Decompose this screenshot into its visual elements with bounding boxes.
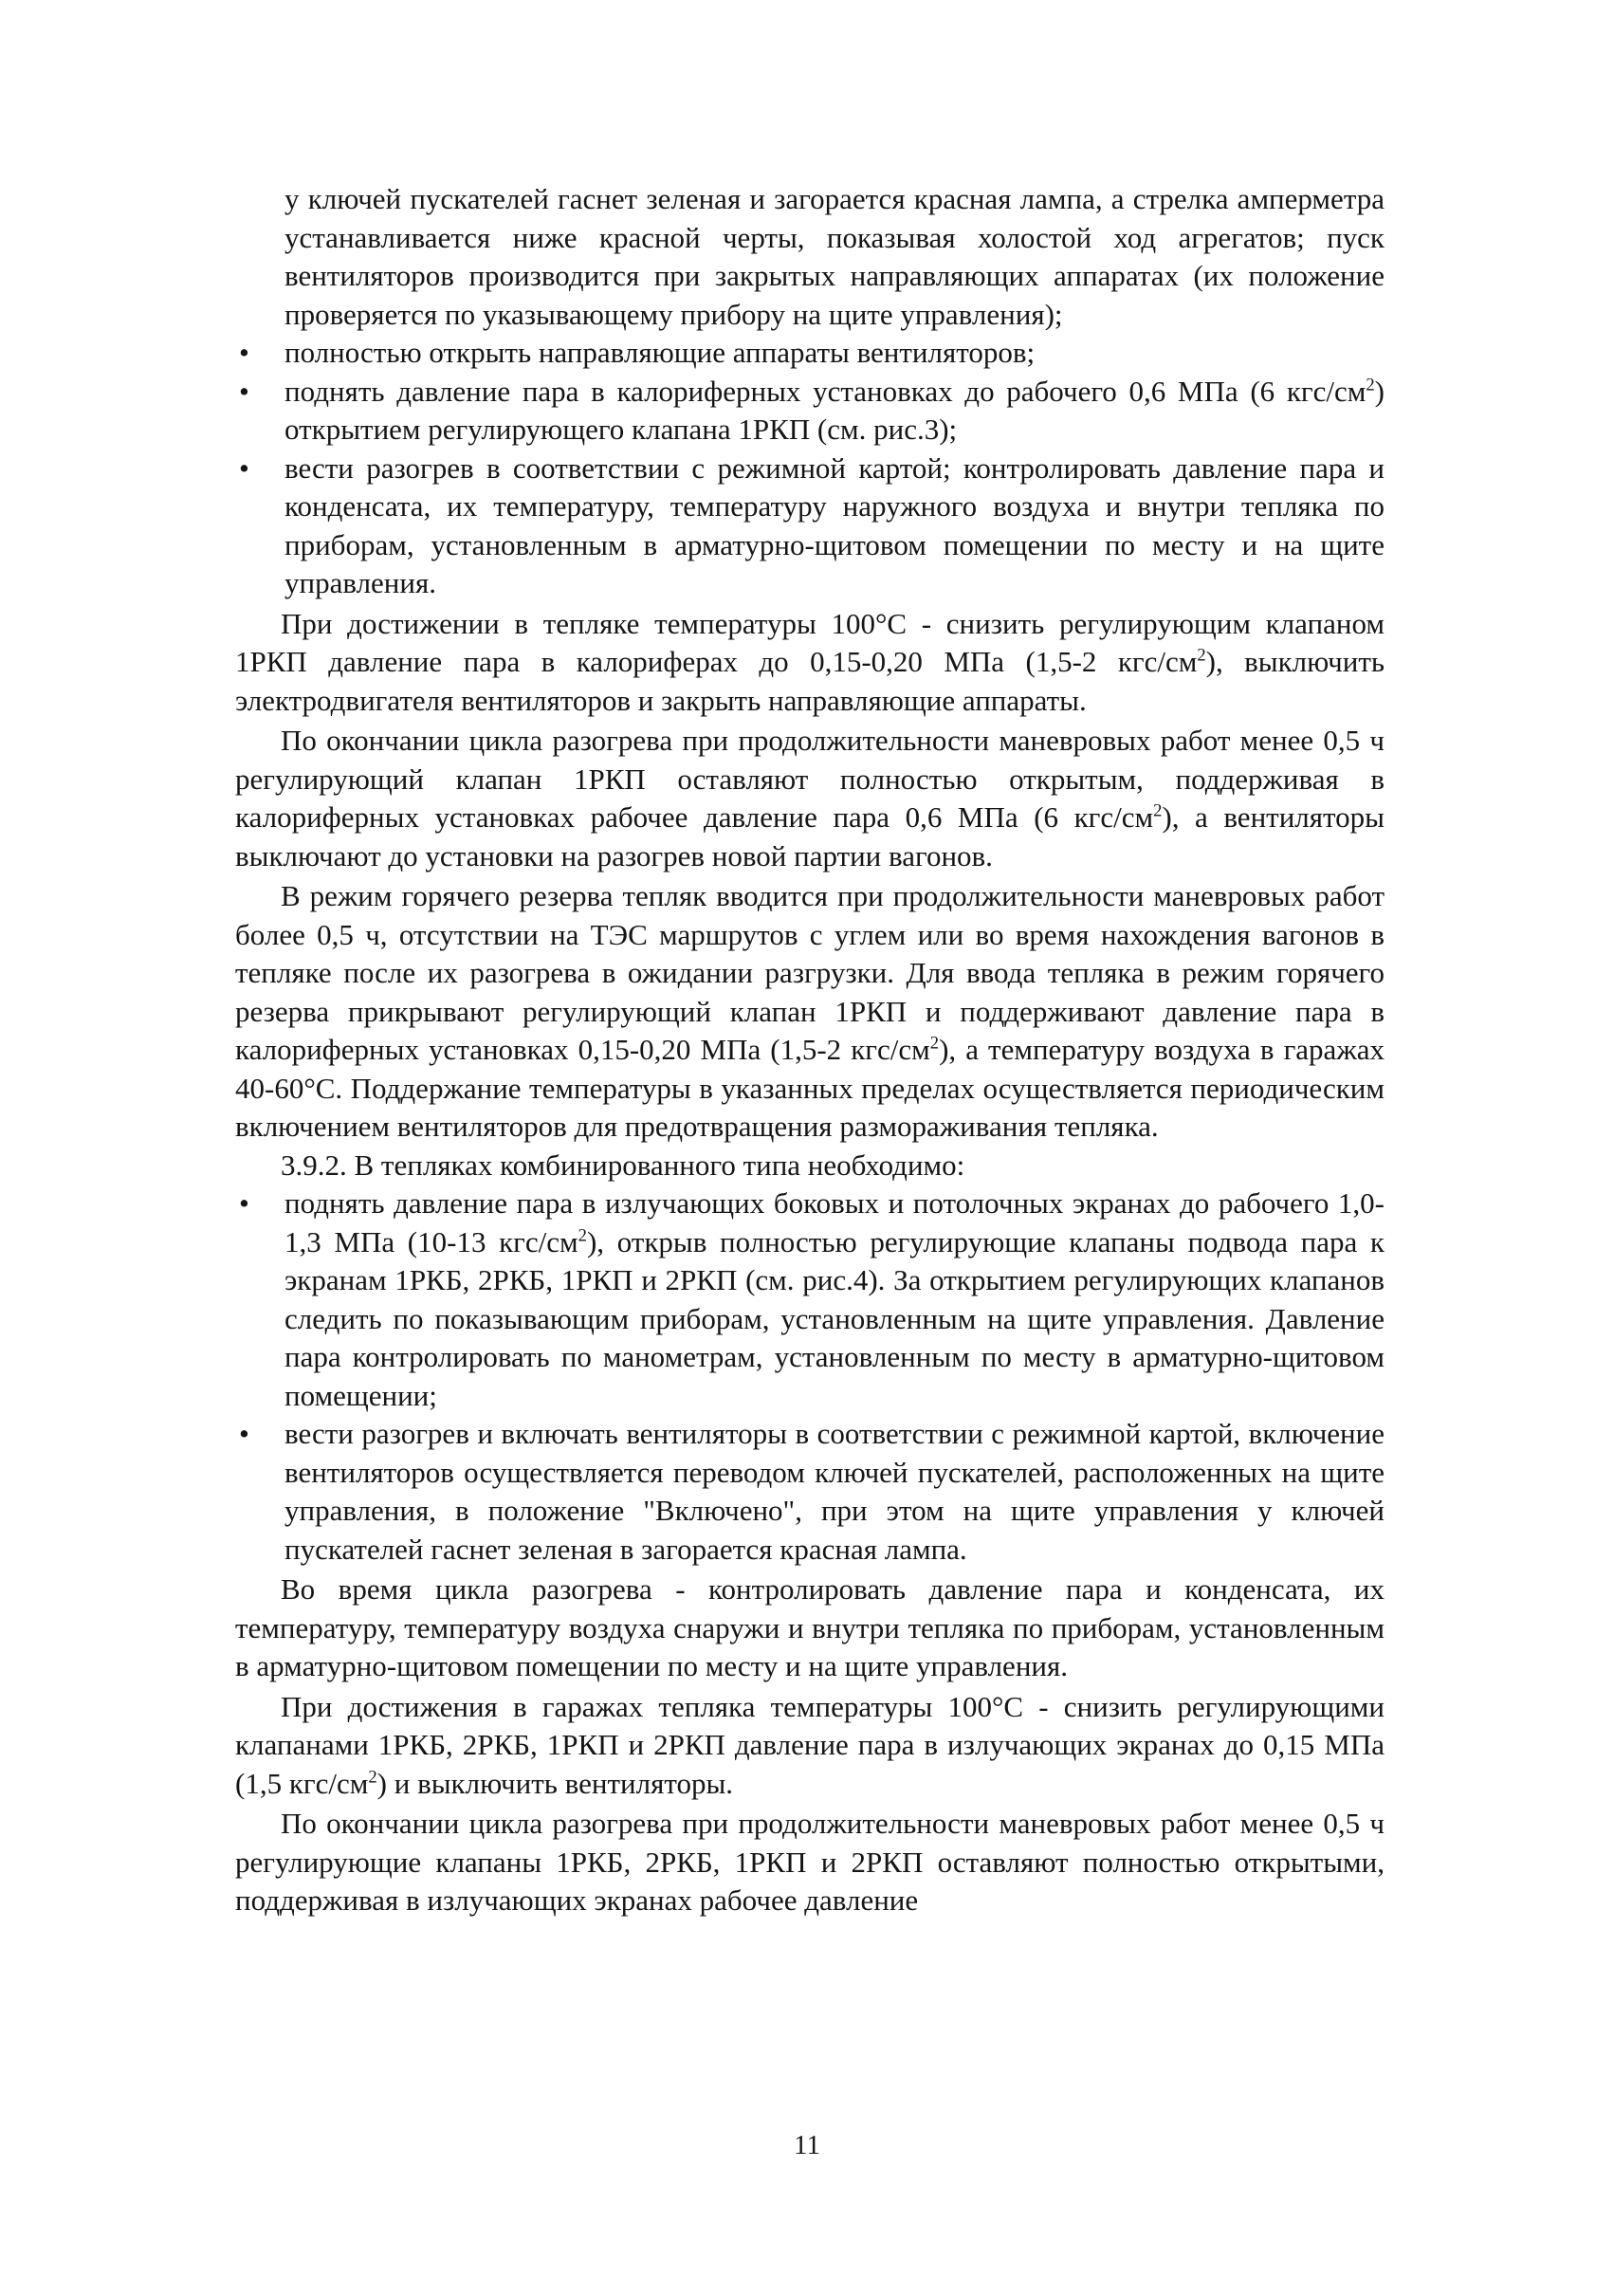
superscript: 2 bbox=[1153, 800, 1163, 821]
paragraph bbox=[235, 722, 1385, 875]
bullet-marker: • bbox=[239, 336, 249, 369]
paragraph-text: При достижения в гаражах тепляка температуры 100°С - снизить регулирующими клапанами 1РКБ, 2РКБ, 1РКП и 2РКП давление пара в излучающих экранах до 0,15 МПа (1,5 кгс/см bbox=[235, 1689, 1385, 1800]
list-item-text: ), открыв полностью регулирующие клапаны подвода пара к экранам 1РКБ, 2РКБ, 1РКП и 2РКП (см. рис.4). За открытием регулирующих клапанов следить по показывающим приборам, установленным на щите управления. Давление пара контролировать по манометрам, установленным по месту в арматурно-щитовом помещении; bbox=[284, 1224, 1385, 1412]
paragraph bbox=[235, 877, 1385, 1147]
superscript: 2 bbox=[578, 1225, 587, 1246]
paragraph-text: ) и выключить вентиляторы. bbox=[376, 1766, 734, 1800]
list-item-text: ) открытием регулирующего клапана 1РКП (см. рис.3); bbox=[284, 374, 1385, 446]
paragraph: Во время цикла разогрева - контролировать давление пара и конденсата, их температуру, температуру воздуха снаружи и внутри тепляка по приборам, установленным в арматурно-щитовом помещении по месту и на щите управления. bbox=[235, 1572, 1385, 1682]
list-item bbox=[235, 450, 1385, 603]
list-item-text: поднять давление пара в излучающих боковых и потолочных экранах до рабочего 1,0-1,3 МПа (10-13 кгс/см bbox=[284, 1186, 1385, 1258]
bullet-marker: • bbox=[239, 1417, 249, 1450]
page-number: 11 bbox=[794, 2130, 820, 2160]
paragraph-text: ), выключить электродвигателя вентиляторов и закрыть направляющие аппараты. bbox=[235, 645, 1385, 717]
superscript: 2 bbox=[929, 1033, 940, 1054]
list-item-text: полностью открыть направляющие аппараты вентиляторов; bbox=[284, 336, 1036, 369]
continuation-paragraph: у ключей пускателей гаснет зеленая и загорается красная лампа, а стрелка амперметра устанавливается ниже красной черты, показывая холостой ход агрегатов; пуск вентиляторов производится при закрытых направляющих аппаратах (их положение проверяется по указывающему прибору на щите управления); bbox=[284, 182, 1385, 331]
page-body bbox=[235, 180, 1385, 1920]
paragraph-text: При достижении в тепляке температуры 100°С - снизить регулирующим клапаном 1РКП давление пара в калориферах до 0,15-0,20 МПа (1,5-2 кгс/см bbox=[235, 606, 1385, 678]
superscript: 2 bbox=[1366, 375, 1375, 395]
bullet-marker: • bbox=[239, 450, 249, 485]
paragraph-text: ), а температуру воздуха в гаражах 40-60°С. Поддержание температуры в указанных пределах осуществляется периодическим включением вентиляторов для предотвращения размораживания тепляка. bbox=[235, 1033, 1385, 1143]
paragraph-text: В режим горячего резерва тепляк вводится при продолжительности маневровых работ более 0,5 ч, отсутствии на ТЭС маршрутов с углем или во время нахождения вагонов в тепляке после их разогрева в ожидании разгрузки. Для ввода тепляка в режим горячего резерва прикрывают регулирующий клапан 1РКП и поддерживают давление пара в калориферных установках 0,15-0,20 МПа (1,5-2 кгс/см bbox=[235, 879, 1385, 1066]
list-item-text: поднять давление пара в калориферных установках до рабочего 0,6 МПа (6 кгс/см bbox=[284, 374, 1366, 408]
list-item-text: вести разогрев в соответствии с режимной картой; контролировать давление пара и конденсата, их температуру, температуру наружного воздуха и внутри тепляка по приборам, установленным в арматурно-щитовом помещении по месту и на щите управления. bbox=[284, 450, 1385, 599]
bullet-marker: • bbox=[239, 374, 249, 408]
list-item bbox=[235, 1415, 1385, 1569]
superscript: 2 bbox=[368, 1767, 377, 1788]
paragraph: По окончании цикла разогрева при продолжительности маневровых работ менее 0,5 ч регулирующие клапаны 1РКБ, 2РКБ, 1РКП и 2РКП оставляют полностью открытыми, поддерживая в излучающих экранах рабочее давление bbox=[235, 1807, 1385, 1917]
list-item bbox=[235, 373, 1385, 450]
bullet-marker: • bbox=[239, 1186, 249, 1220]
paragraph-text: ), а вентиляторы выключают до установки на разогрев новой партии вагонов. bbox=[235, 800, 1385, 872]
list-item bbox=[235, 334, 1385, 373]
list-item bbox=[235, 1185, 1385, 1415]
list-item-text: вести разогрев и включать вентиляторы в соответствии с режимной картой, включение вентиляторов осуществляется переводом ключей пускателей, расположенных на щите управления, в положение "Включено", при этом на щите управления у ключей пускателей гаснет зеленая в загорается красная лампа. bbox=[284, 1417, 1385, 1566]
paragraph bbox=[235, 605, 1385, 721]
paragraph bbox=[235, 1688, 1385, 1804]
section-heading: 3.9.2. В тепляках комбинированного типа необходимо: bbox=[281, 1148, 965, 1182]
paragraph-text: По окончании цикла разогрева при продолжительности маневровых работ менее 0,5 ч регулирующий клапан 1РКП оставляют полностью открытым, поддерживая в калориферных установках рабочее давление пара 0,6 МПа (6 кгс/см bbox=[235, 724, 1385, 834]
superscript: 2 bbox=[1197, 645, 1206, 666]
